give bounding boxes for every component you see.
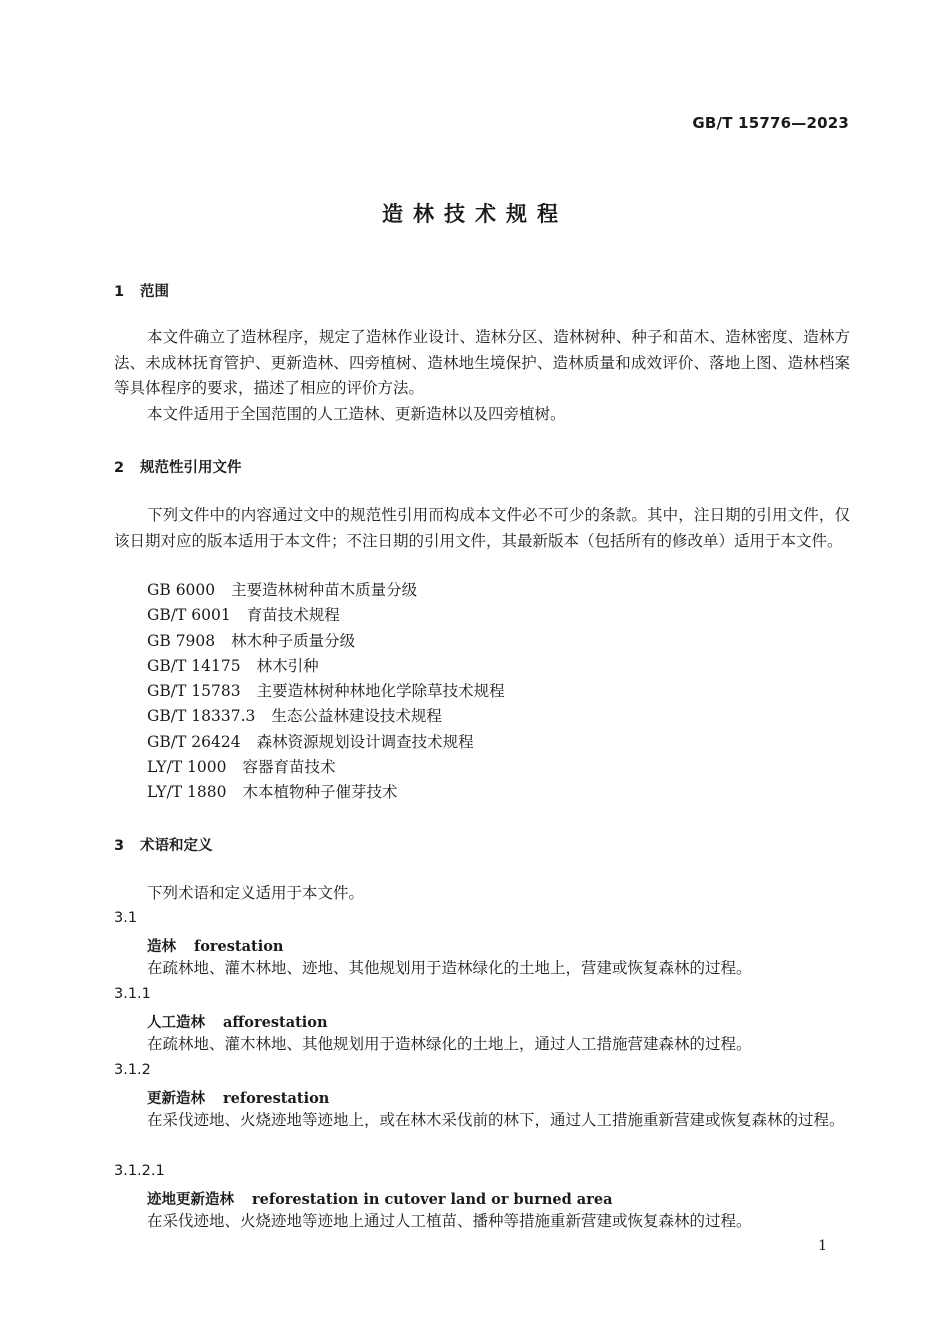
reference-name: 容器育苗技术 (242, 758, 336, 777)
section-number: 2 (114, 460, 125, 476)
refs-intro-paragraph: 下列文件中的内容通过文中的规范性引用而构成本文件必不可少的条款。其中，注日期的引用文件，仅该日期对应的版本适用于本文件；不注日期的引用文件，其最新版本（包括所有的修改单）适用于本文件。 (114, 506, 850, 550)
reference-code: GB/T 6001 (147, 606, 231, 625)
section-title: 范围 (140, 284, 169, 300)
terms-intro: 下列术语和定义适用于本文件。 (147, 884, 365, 902)
section-heading-terms (114, 834, 213, 855)
term-definition: 在采伐迹地、火烧迹地等迹地上，或在林木采伐前的林下，通过人工措施重新营建或恢复森林的过程。 (147, 1111, 845, 1129)
reference-name: 木本植物种子催芽技术 (242, 783, 398, 802)
term-name-zh: 迹地更新造林 (147, 1192, 234, 1208)
term-definition: 在采伐迹地、火烧迹地等迹地上通过人工植苗、播种等措施重新营建或恢复森林的过程。 (147, 1212, 752, 1230)
term-name-zh: 更新造林 (147, 1091, 205, 1107)
reference-code: GB/T 14175 (147, 656, 241, 675)
term-number: 3.1.1 (114, 986, 151, 1002)
reference-code: LY/T 1000 (147, 758, 227, 777)
term-number: 3.1.2 (114, 1062, 151, 1078)
reference-name: 林木引种 (256, 656, 319, 675)
reference-name: 生态公益林建设技术规程 (271, 707, 442, 726)
section-heading-scope (114, 280, 169, 301)
term-name (147, 1188, 612, 1209)
section-number: 1 (114, 284, 125, 300)
reference-code: LY/T 1880 (147, 783, 227, 802)
term-name-en: afforestation (223, 1014, 328, 1031)
section-number: 3 (114, 838, 125, 854)
term-name-zh: 造林 (147, 939, 176, 955)
term-name (147, 1011, 328, 1032)
scope-paragraph-1: 本文件确立了造林程序，规定了造林作业设计、造林分区、造林树种、种子和苗木、造林密度、造林方法、未成林抚育管护、更新造林、四旁植树、造林地生境保护、造林质量和成效评价、落地上图、造林档案等具体程序的要求，描述了相应的评价方法。 (114, 328, 850, 397)
reference-code: GB/T 15783 (147, 682, 241, 701)
term-number: 3.1 (114, 910, 138, 926)
term-definition: 在疏林地、灌木林地、其他规划用于造林绿化的土地上，通过人工措施营建森林的过程。 (147, 1035, 752, 1053)
reference-item (147, 780, 505, 805)
term-name-en: forestation (194, 938, 284, 955)
page-number: 1 (818, 1238, 827, 1254)
reference-name: 林木种子质量分级 (231, 631, 356, 650)
reference-code: GB 6000 (147, 581, 216, 599)
section-title: 规范性引用文件 (140, 460, 242, 476)
reference-item (147, 755, 505, 780)
reference-item (147, 603, 505, 628)
reference-code: GB 7908 (147, 631, 216, 650)
term-name-zh: 人工造林 (147, 1015, 205, 1031)
section-title: 术语和定义 (140, 838, 213, 854)
term-name (147, 935, 283, 956)
term-name-en: reforestation in cutover land or burned area (252, 1191, 613, 1208)
reference-item (147, 578, 505, 603)
reference-name: 主要造林树种苗木质量分级 (231, 581, 418, 599)
standard-code: GB/T 15776—2023 (692, 114, 849, 132)
term-name (147, 1087, 329, 1108)
term-name-en: reforestation (223, 1090, 330, 1107)
reference-list (147, 578, 505, 806)
document-title: 造林技术规程 (382, 202, 568, 226)
reference-item (147, 654, 505, 679)
reference-code: GB/T 26424 (147, 732, 241, 751)
scope-paragraph-2: 本文件适用于全国范围的人工造林、更新造林以及四旁植树。 (147, 405, 566, 423)
reference-name: 主要造林树种林地化学除草技术规程 (256, 682, 505, 701)
reference-name: 森林资源规划设计调查技术规程 (256, 732, 474, 751)
term-number: 3.1.2.1 (114, 1163, 165, 1179)
reference-item (147, 704, 505, 729)
reference-item (147, 679, 505, 704)
reference-item (147, 629, 505, 654)
reference-item (147, 730, 505, 755)
term-definition: 在疏林地、灌木林地、迹地、其他规划用于造林绿化的土地上，营建或恢复森林的过程。 (147, 959, 752, 977)
reference-name: 育苗技术规程 (246, 606, 340, 625)
section-heading-refs (114, 456, 242, 477)
reference-code: GB/T 18337.3 (147, 707, 256, 726)
